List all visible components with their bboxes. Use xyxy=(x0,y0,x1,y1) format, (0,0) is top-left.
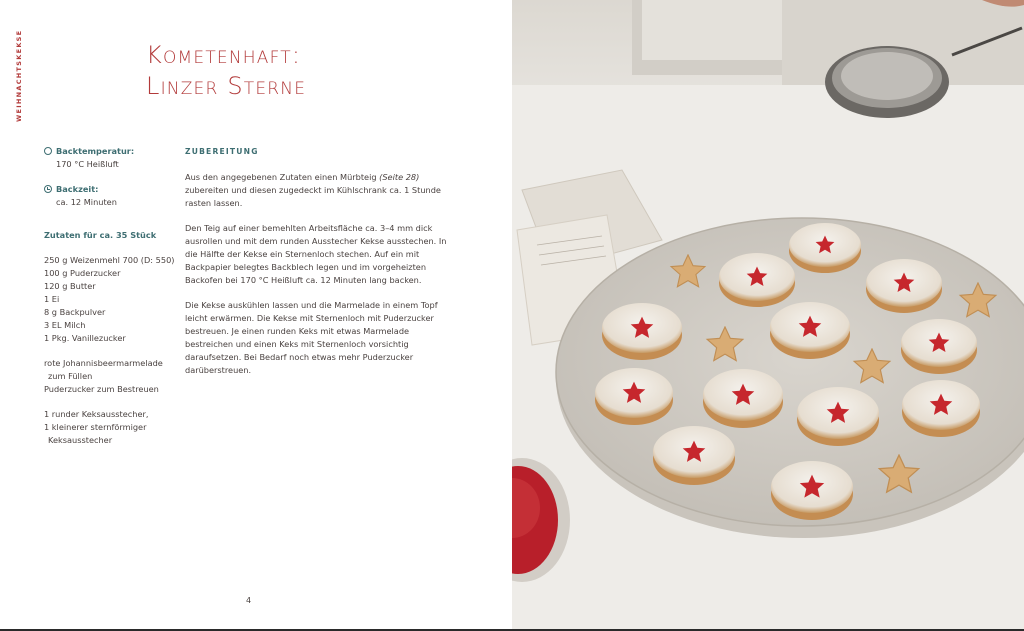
cookie xyxy=(595,368,673,425)
temperature-label: Backtemperatur: xyxy=(56,146,135,156)
cookie xyxy=(901,319,977,374)
page-number: 4 xyxy=(246,596,252,605)
preparation-paragraph-1: Aus den angegebenen Zutaten einen Mürbteig (Seite 28) zubereiten und diesen zugedeckt im Kühlschrank ca. 1 Stunde rasten lassen. xyxy=(185,172,441,208)
cookie xyxy=(866,259,942,313)
cookie xyxy=(719,253,795,307)
preparation-section xyxy=(185,145,455,389)
ingredient-item: 1 Ei xyxy=(44,294,60,304)
cookie xyxy=(602,303,682,360)
tool-item: 1 runder Keksausstecher, xyxy=(44,409,149,419)
recipe-info-column xyxy=(44,145,184,447)
cookie xyxy=(771,461,853,520)
ingredient-item: 3 EL Milch xyxy=(44,320,86,330)
time-label: Backzeit: xyxy=(56,184,99,194)
ingredient-item: rote Johannisbeermarmelade xyxy=(44,358,163,368)
cookie xyxy=(703,369,783,428)
running-header-text: WEIHNACHTSKEKSE xyxy=(15,29,23,122)
cookie xyxy=(789,223,861,273)
page-reference: (Seite 28) xyxy=(379,172,420,182)
ingredient-item: zum Füllen xyxy=(48,371,93,381)
bake-temperature xyxy=(44,145,184,158)
preparation-heading: ZUBEREITUNG xyxy=(185,147,259,156)
ingredient-item: 1 Pkg. Vanillezucker xyxy=(44,333,126,343)
clock-icon xyxy=(44,185,52,193)
recipe-title xyxy=(146,40,476,102)
tool-item: Keksausstecher xyxy=(48,435,113,445)
cookie xyxy=(653,426,735,485)
cookie xyxy=(797,387,879,446)
ingredients-heading: Zutaten für ca. 35 Stück xyxy=(44,230,157,240)
ingredient-item: 120 g Butter xyxy=(44,281,96,291)
ingredient-item: 250 g Weizenmehl 700 (D: 550) xyxy=(44,255,175,265)
tool-item: 1 kleinerer sternförmiger xyxy=(44,422,147,432)
right-page-photo xyxy=(512,0,1024,631)
ingredient-item: Puderzucker zum Bestreuen xyxy=(44,384,159,394)
title-line-2: Linzer Sterne xyxy=(146,72,307,100)
time-value: ca. 12 Minuten xyxy=(56,197,117,207)
ingredient-item: 100 g Puderzucker xyxy=(44,268,121,278)
preparation-paragraph-3: Die Kekse auskühlen lassen und die Marmelade in einem Topf leicht erwärmen. Die Kekse mit Sternenloch mit Puderzucker bestreuen. Je einen runden Keks mit etwas Marmelade bestreichen und einen Keks mit Sternenloch vorsichtig daraufsetzen. Bei Bedarf noch etwas mehr Puderzucker darüberstreuen. xyxy=(185,300,438,375)
title-line-1: Kometenhaft: xyxy=(146,41,302,69)
cookie xyxy=(902,380,980,437)
preparation-paragraph-2: Den Teig auf einer bemehlten Arbeitsfläche ca. 3–4 mm dick ausrollen und mit dem runden Ausstecher Kekse ausstechen. In die Hälfte der Kekse ein Sternenloch stechen. Auf ein mit Backpapier belegtes Backblech legen und im vorgeheizten Backofen bei 170 °C Heißluft ca. 12 Minuten lang backen. xyxy=(185,223,447,285)
cookie xyxy=(770,302,850,359)
bake-time xyxy=(44,183,184,196)
cookie-photo xyxy=(512,0,1024,631)
temperature-icon xyxy=(44,147,52,155)
temperature-value: 170 °C Heißluft xyxy=(56,159,119,169)
ingredient-item: 8 g Backpulver xyxy=(44,307,106,317)
running-header xyxy=(13,29,27,132)
